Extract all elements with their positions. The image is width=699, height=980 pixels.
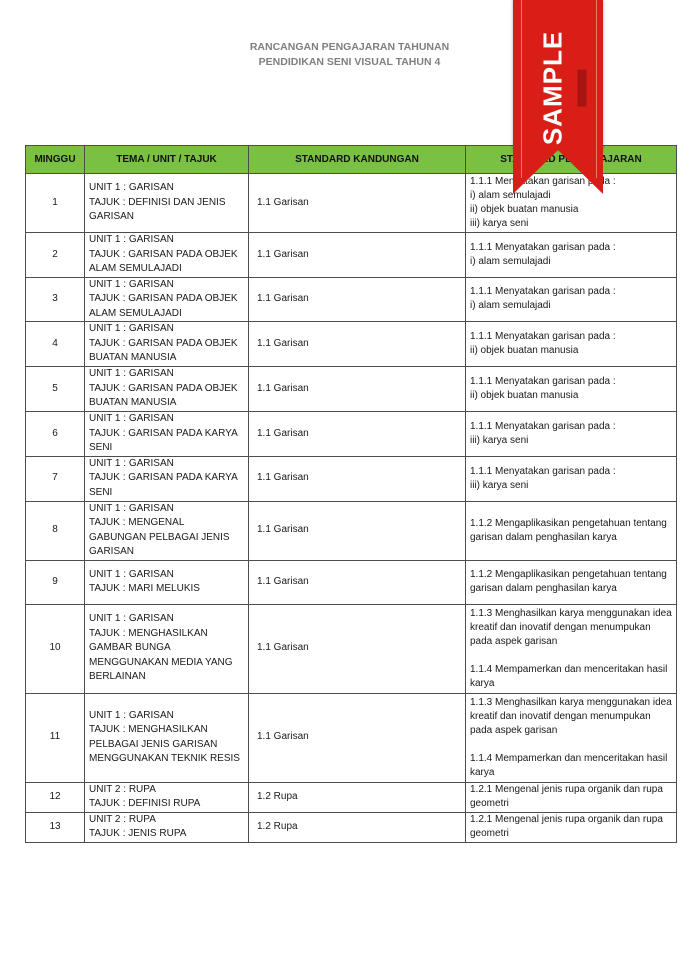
- table-row: [26, 812, 677, 842]
- content-standard-cell: 1.1 Garisan: [249, 174, 466, 233]
- header-learning-standard: STANDARD PEMBELAJARAN: [466, 146, 677, 174]
- table-row: [26, 456, 677, 501]
- document-title-line-1: RANCANGAN PENGAJARAN TAHUNAN: [249, 41, 450, 53]
- week-cell: 2: [26, 233, 85, 278]
- table-row: [26, 277, 677, 322]
- topic-cell: UNIT 1 : GARISAN TAJUK : GARISAN PADA OBJEK ALAM SEMULAJADI: [85, 277, 249, 322]
- learning-standard-cell: 1.1.1 Menyatakan garisan pada : i) alam semulajadi: [466, 233, 677, 278]
- topic-cell: UNIT 1 : GARISAN TAJUK : GARISAN PADA OBJEK BUATAN MANUSIA: [85, 367, 249, 412]
- topic-cell: UNIT 1 : GARISAN TAJUK : GARISAN PADA KARYA SENI: [85, 412, 249, 457]
- week-cell: 8: [26, 501, 85, 560]
- table-row: [26, 501, 677, 560]
- content-standard-cell: 1.1 Garisan: [249, 412, 466, 457]
- topic-cell: UNIT 1 : GARISAN TAJUK : DEFINISI DAN JENIS GARISAN: [85, 174, 249, 233]
- table-row: [26, 412, 677, 457]
- learning-standard-cell: 1.1.1 Menyatakan garisan pada : i) alam semulajadi ii) objek buatan manusia iii) karya seni: [466, 174, 677, 233]
- learning-standard-cell: 1.1.1 Menyatakan garisan pada : ii) objek buatan manusia: [466, 322, 677, 367]
- content-standard-cell: 1.2 Rupa: [249, 782, 466, 812]
- week-cell: 13: [26, 812, 85, 842]
- learning-standard-cell: 1.1.1 Menyatakan garisan pada : i) alam semulajadi: [466, 277, 677, 322]
- table-row: [26, 367, 677, 412]
- sample-ribbon-band: [578, 69, 587, 106]
- header-content-standard: STANDARD KANDUNGAN: [249, 146, 466, 174]
- table-row: [26, 322, 677, 367]
- content-standard-cell: 1.1 Garisan: [249, 604, 466, 693]
- content-standard-cell: 1.2 Rupa: [249, 812, 466, 842]
- week-cell: 10: [26, 604, 85, 693]
- content-standard-cell: 1.1 Garisan: [249, 322, 466, 367]
- learning-standard-cell: 1.1.3 Menghasilkan karya menggunakan idea kreatif dan inovatif dengan menumpukan pada aspek garisan 1.1.4 Mempamerkan dan menceritakan hasil karya: [466, 693, 677, 782]
- learning-standard-cell: 1.1.1 Menyatakan garisan pada : iii) karya seni: [466, 412, 677, 457]
- header-topic: TEMA / UNIT / TAJUK: [85, 146, 249, 174]
- learning-standard-cell: 1.1.2 Mengaplikasikan pengetahuan tentang garisan dalam penghasilan karya: [466, 501, 677, 560]
- table-body: [26, 174, 677, 843]
- table-row: [26, 233, 677, 278]
- week-cell: 6: [26, 412, 85, 457]
- learning-standard-cell: 1.1.2 Mengaplikasikan pengetahuan tentang garisan dalam penghasilan karya: [466, 560, 677, 604]
- week-cell: 5: [26, 367, 85, 412]
- content-standard-cell: 1.1 Garisan: [249, 560, 466, 604]
- document-title-line-2: PENDIDIKAN SENI VISUAL TAHUN 4: [258, 56, 441, 68]
- learning-standard-cell: 1.2.1 Mengenal jenis rupa organik dan rupa geometri: [466, 782, 677, 812]
- table-row: [26, 604, 677, 693]
- week-cell: 11: [26, 693, 85, 782]
- week-cell: 9: [26, 560, 85, 604]
- learning-standard-cell: 1.1.3 Menghasilkan karya menggunakan idea kreatif dan inovatif dengan menumpukan pada aspek garisan 1.1.4 Mempamerkan dan menceritakan hasil karya: [466, 604, 677, 693]
- topic-cell: UNIT 1 : GARISAN TAJUK : GARISAN PADA OBJEK BUATAN MANUSIA: [85, 322, 249, 367]
- week-cell: 12: [26, 782, 85, 812]
- learning-standard-cell: 1.2.1 Mengenal jenis rupa organik dan rupa geometri: [466, 812, 677, 842]
- week-cell: 3: [26, 277, 85, 322]
- topic-cell: UNIT 1 : GARISAN TAJUK : MENGHASILKAN GAMBAR BUNGA MENGGUNAKAN MEDIA YANG BERLAINAN: [85, 604, 249, 693]
- content-standard-cell: 1.1 Garisan: [249, 367, 466, 412]
- sample-watermark-label: SAMPLE: [537, 30, 568, 146]
- content-standard-cell: 1.1 Garisan: [249, 277, 466, 322]
- content-standard-cell: 1.1 Garisan: [249, 456, 466, 501]
- yearly-teaching-plan-table: [25, 145, 677, 843]
- topic-cell: UNIT 1 : GARISAN TAJUK : GARISAN PADA KARYA SENI: [85, 456, 249, 501]
- topic-cell: UNIT 1 : GARISAN TAJUK : MARI MELUKIS: [85, 560, 249, 604]
- table-row: [26, 782, 677, 812]
- content-standard-cell: 1.1 Garisan: [249, 693, 466, 782]
- week-cell: 1: [26, 174, 85, 233]
- topic-cell: UNIT 1 : GARISAN TAJUK : GARISAN PADA OBJEK ALAM SEMULAJADI: [85, 233, 249, 278]
- topic-cell: UNIT 1 : GARISAN TAJUK : MENGHASILKAN PELBAGAI JENIS GARISAN MENGGUNAKAN TEKNIK RESIS: [85, 693, 249, 782]
- topic-cell: UNIT 2 : RUPA TAJUK : DEFINISI RUPA: [85, 782, 249, 812]
- week-cell: 4: [26, 322, 85, 367]
- table-row: [26, 560, 677, 604]
- topic-cell: UNIT 1 : GARISAN TAJUK : MENGENAL GABUNGAN PELBAGAI JENIS GARISAN: [85, 501, 249, 560]
- header-week: MINGGU: [26, 146, 85, 174]
- topic-cell: UNIT 2 : RUPA TAJUK : JENIS RUPA: [85, 812, 249, 842]
- learning-standard-cell: 1.1.1 Menyatakan garisan pada : ii) objek buatan manusia: [466, 367, 677, 412]
- content-standard-cell: 1.1 Garisan: [249, 501, 466, 560]
- table-row: [26, 693, 677, 782]
- learning-standard-cell: 1.1.1 Menyatakan garisan pada : iii) karya seni: [466, 456, 677, 501]
- content-standard-cell: 1.1 Garisan: [249, 233, 466, 278]
- week-cell: 7: [26, 456, 85, 501]
